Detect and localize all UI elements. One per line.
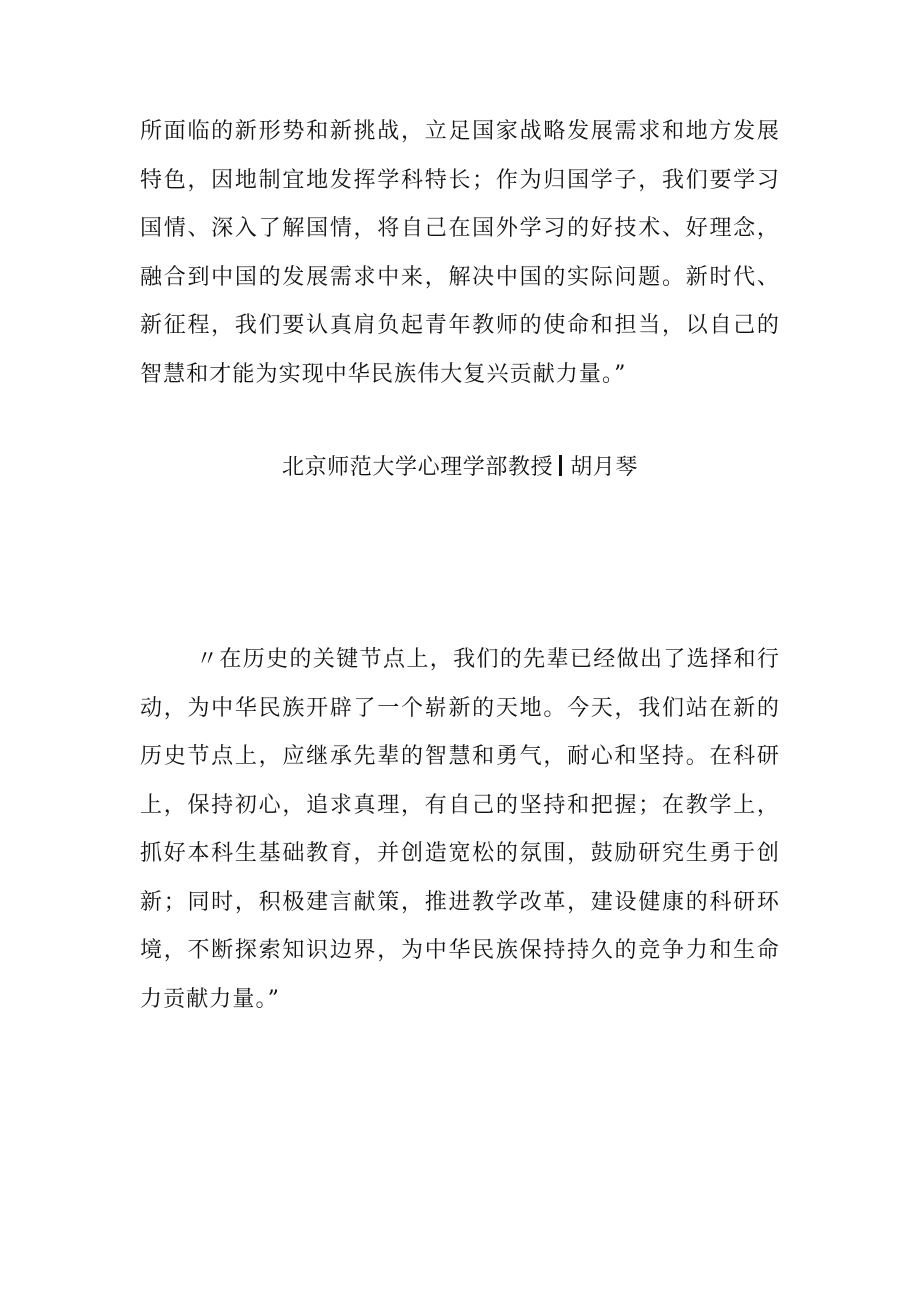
quote-paragraph-1: 所面临的新形势和新挑战，立足国家战略发展需求和地方发展特色，因地制宜地发挥学科特长；作为归国学子，我们要学习国情、深入了解国情，将自己在国外学习的好技术、好理念，融合到中国的发展需求中来，解决中国的实际问题。新时代、新征程，我们要认真肩负起青年教师的使命和担当，以自己的智慧和才能为实现中华民族伟大复兴贡献力量。” [140,119,780,387]
byline-name: 胡月琴 [570,455,638,480]
quote-paragraph-2: 〃在历史的关键节点上，我们的先辈已经做出了选择和行动，为中华民族开辟了一个崭新的天地。今天，我们站在新的历史节点上，应继承先辈的智慧和勇气，耐心和坚持。在科研上，保持初心，追求真理，有自己的坚持和把握；在教学上，抓好本科生基础教育，并创造宽松的氛围，鼓励研究生勇于创新；同时，积极建言献策，推进教学改革，建设健康的科研环境，不断探索知识边界，为中华民族保持持久的竞争力和生命力贡献力量。” [140,647,780,1012]
byline [0,448,920,488]
byline-separator [559,455,562,476]
byline-title: 北京师范大学心理学部教授 [281,455,554,480]
